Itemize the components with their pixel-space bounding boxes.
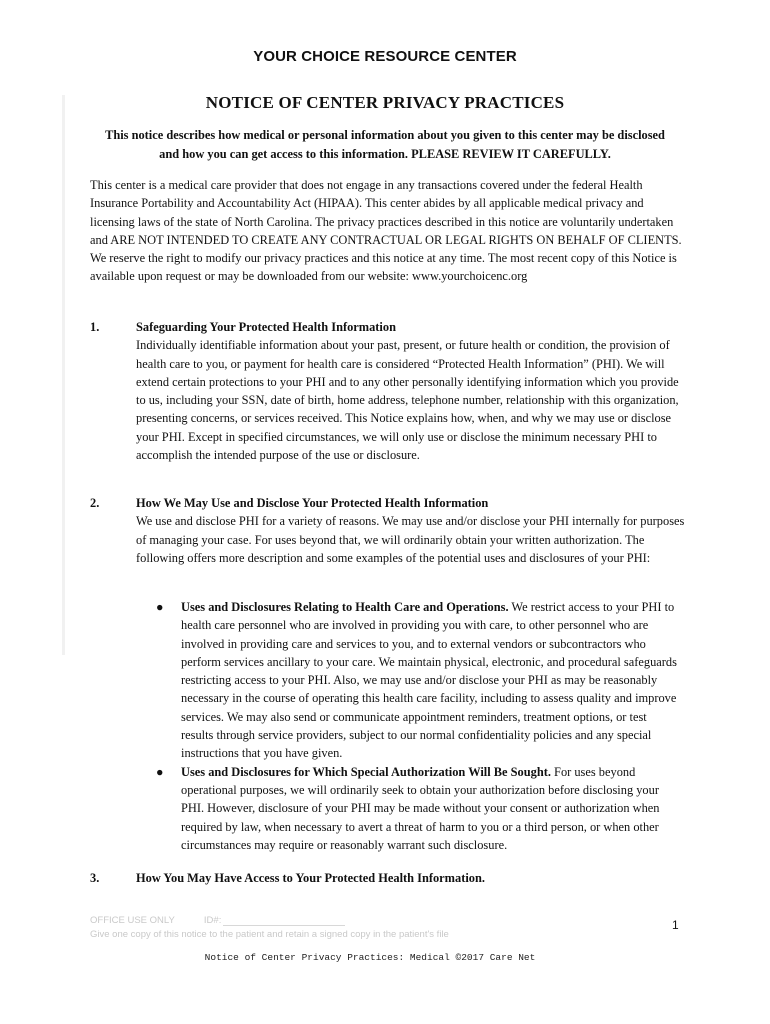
document-title: NOTICE OF CENTER PRIVACY PRACTICES <box>205 93 565 112</box>
office-use-label: OFFICE USE ONLY <box>90 915 175 926</box>
bullet-lead: Uses and Disclosures Relating to Health Care and Operations. <box>181 600 509 614</box>
bullet-icon: ● <box>156 764 164 779</box>
bullet-icon: ● <box>156 600 164 614</box>
id-label: ID#: <box>203 915 222 926</box>
intro-paragraph: This center is a medical care provider that does not engage in any transactions covered under the federal Health Insurance Portability and Accountability Act (HIPAA). This center abides by all applicable medical privacy and licensing laws of the state of North Carolina. The privacy practices described in this notice are voluntarily undertaken and ARE NOT INTENDED TO CREATE ANY CONTRACTUAL OR LEGAL RIGHTS ON BEHALF OF CLIENTS. We reserve the right to modify our privacy practices and this notice at any time. The most recent copy of this Notice is available upon request or may be downloaded from our website: www.yourchoicenc.org <box>90 178 682 284</box>
bullet-lead: Uses and Disclosures for Which Special Authorization Will Be Sought. <box>181 764 551 779</box>
section-title: How We May Use and Disclose Your Protected Health Information <box>136 496 489 510</box>
section-body: Individually identifiable information about your past, present, or future health or condition, the provision of health care to you, or payment for health care is considered “Protected Health Information” (PHI). We will extend certain protections to your PHI and to any other personally identifying information which you provide to us, including your SSN, date of birth, home address, telephone number, relationship with this organization, presenting concerns, or services received. This Notice explains how, when, and why we may use or disclose your PHI. Except in specified circumstances, we will only use or disclose the minimum necessary PHI to accomplish the intended purpose of the use or disclosure. <box>136 338 679 463</box>
section-number: 1. <box>90 320 100 334</box>
section-title: Safeguarding Your Protected Health Information <box>136 320 396 334</box>
organization-header: YOUR CHOICE RESOURCE CENTER <box>253 48 517 65</box>
section-2 <box>90 494 690 567</box>
bullet-text: For uses beyond operational purposes, we will ordinarily seek to obtain your authorization before disclosing your PHI. However, disclosure of your PHI may be made without your consent or authorization when required by law, when necessary to avert a threat of harm to you or a third person, or when other circumstances may require or reasonably warrant such disclosure. <box>181 764 660 852</box>
section-title: How You May Have Access to Your Protected Health Information. <box>136 871 485 885</box>
section-body: We use and disclose PHI for a variety of reasons. We may use and/or disclose your PHI internally for purposes of managing your case. For uses beyond that, we will ordinarily obtain your written authorization. The following offers more description and some examples of the potential uses and disclosures of your PHI: <box>136 514 685 565</box>
page-number: 1 <box>672 918 679 932</box>
section-number: 3. <box>90 871 100 885</box>
office-instruction: Give one copy of this notice to the patient and retain a signed copy in the patient's file <box>90 929 449 940</box>
bullet-text: We restrict access to your PHI to health care personnel who are involved in providing you with care, to other personnel who are involved in providing care and services to you, and to external vendors or subcontractors who perform services ancillary to your care. We maintain physical, electronic, and procedural safeguards restricting access to your PHI. Also, we may use and/or disclose your PHI as may be reasonably necessary in the course of operating this health care facility, including to assess quality and improve services. We may also send or communicate appointment reminders, treatment options, or test results through service providers, subject to our normal confidentiality policies and any special instructions that you have given. <box>181 600 677 761</box>
margin-rule <box>62 95 65 655</box>
section-1 <box>90 318 690 464</box>
office-use-line <box>90 915 345 926</box>
footer-caption: Notice of Center Privacy Practices: Medical ©2017 Care Net <box>204 952 536 963</box>
document-subtitle: This notice describes how medical or personal information about you given to this center may be disclosed and how you can get access to this information. PLEASE REVIEW IT CAREFULLY. <box>105 128 665 161</box>
section-number: 2. <box>90 496 100 510</box>
list-item <box>156 598 682 763</box>
id-field[interactable] <box>223 915 345 926</box>
section-3 <box>90 869 690 887</box>
list-item <box>156 763 682 854</box>
section-2-bullet-list <box>156 598 682 854</box>
